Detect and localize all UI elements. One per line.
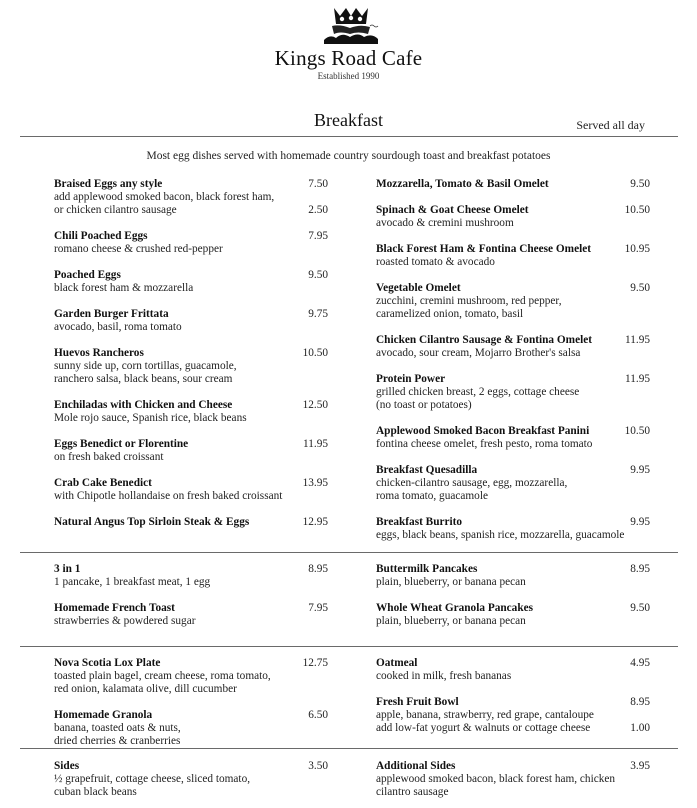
item-name: Whole Wheat Granola Pancakes — [376, 602, 534, 614]
item-desc: chicken-cilantro sausage, egg, mozzarella, — [376, 477, 568, 489]
item-price: 9.50 — [630, 282, 650, 294]
item-name: Black Forest Ham & Fontina Cheese Omelet — [376, 243, 592, 255]
item-name: Chicken Cilantro Sausage & Fontina Omelet — [376, 334, 593, 346]
item-desc: avocado, basil, roma tomato — [54, 321, 182, 333]
item-desc: black forest ham & mozzarella — [54, 282, 194, 294]
item-price: 9.75 — [308, 308, 328, 320]
menu-item — [376, 243, 591, 269]
menu-item — [376, 696, 594, 735]
item-name: Enchiladas with Chicken and Cheese — [54, 399, 233, 411]
item-name: Vegetable Omelet — [376, 282, 461, 294]
item-price: 6.50 — [308, 709, 328, 721]
item-price: 9.50 — [630, 178, 650, 190]
item-desc: avocado & cremini mushroom — [376, 217, 514, 229]
menu-item — [54, 347, 237, 386]
item-name: Protein Power — [376, 373, 446, 385]
menu-item — [54, 516, 249, 529]
item-price: 7.95 — [308, 602, 328, 614]
item-desc: applewood smoked bacon, black forest ham, chicken — [376, 773, 616, 785]
item-desc: cooked in milk, fresh bananas — [376, 670, 512, 682]
menu-item — [376, 204, 529, 230]
section-divider — [20, 552, 678, 553]
item-desc: Mole rojo sauce, Spanish rice, black beans — [54, 412, 247, 424]
item-desc: or chicken cilantro sausage — [54, 204, 177, 216]
item-price: 9.95 — [630, 516, 650, 528]
menu-item — [54, 563, 210, 589]
item-price: 11.95 — [303, 438, 328, 450]
item-name: Huevos Rancheros — [54, 347, 144, 359]
item-price: 7.95 — [308, 230, 328, 242]
item-name: Breakfast Burrito — [376, 516, 463, 528]
item-name: Spinach & Goat Cheese Omelet — [376, 204, 529, 216]
menu-item — [376, 425, 592, 451]
item-desc: banana, toasted oats & nuts, — [54, 722, 181, 734]
item-price: 9.95 — [630, 464, 650, 476]
menu-item — [376, 334, 592, 360]
section-title: Breakfast — [314, 110, 383, 130]
item-desc: eggs, black beans, spanish rice, mozzarella, guacamole — [376, 529, 625, 541]
item-price: 10.50 — [302, 347, 328, 359]
menu-item — [54, 269, 193, 295]
menu-item — [376, 516, 624, 542]
item-price: 8.95 — [630, 563, 650, 575]
item-extra-price: 2.50 — [308, 204, 328, 216]
established-text: Established 1990 — [317, 71, 380, 81]
item-name: Fresh Fruit Bowl — [376, 696, 459, 708]
item-desc: cilantro sausage — [376, 786, 449, 798]
item-price: 10.50 — [624, 204, 650, 216]
item-desc: toasted plain bagel, cream cheese, roma tomato, — [54, 670, 271, 682]
item-price: 12.95 — [302, 516, 328, 528]
item-desc: fontina cheese omelet, fresh pesto, roma tomato — [376, 438, 593, 450]
item-name: Braised Eggs any style — [54, 178, 163, 190]
item-name: Garden Burger Frittata — [54, 308, 169, 320]
item-desc: romano cheese & crushed red-pepper — [54, 243, 223, 255]
menu-item — [54, 602, 195, 628]
item-desc: dried cherries & cranberries — [54, 735, 181, 747]
item-desc: (no toast or potatoes) — [376, 399, 472, 411]
menu-item — [54, 709, 181, 748]
item-desc: strawberries & powdered sugar — [54, 615, 196, 627]
item-desc: 1 pancake, 1 breakfast meat, 1 egg — [54, 576, 211, 588]
menu-item — [54, 399, 247, 425]
menu-item — [376, 602, 533, 628]
menu-item — [54, 477, 282, 503]
item-extra-price: 1.00 — [630, 722, 650, 734]
item-desc: zucchini, cremini mushroom, red pepper, — [376, 295, 562, 307]
item-desc: grilled chicken breast, 2 eggs, cottage cheese — [376, 386, 580, 398]
crown-logo-icon — [320, 4, 382, 48]
item-price: 7.50 — [308, 178, 328, 190]
menu-item — [376, 178, 549, 191]
item-price: 3.95 — [630, 760, 650, 772]
item-desc: with Chipotle hollandaise on fresh baked croissant — [54, 490, 283, 502]
item-name: Sides — [54, 760, 80, 772]
item-price: 9.50 — [630, 602, 650, 614]
item-desc: sunny side up, corn tortillas, guacamole, — [54, 360, 237, 372]
item-price: 8.95 — [308, 563, 328, 575]
item-desc: plain, blueberry, or banana pecan — [376, 576, 526, 588]
item-name: Poached Eggs — [54, 269, 121, 281]
item-desc: avocado, sour cream, Mojarro Brother's salsa — [376, 347, 581, 359]
item-name: 3 in 1 — [54, 563, 81, 575]
item-name: Mozzarella, Tomato & Basil Omelet — [376, 178, 549, 190]
item-name: Nova Scotia Lox Plate — [54, 657, 161, 669]
served-all-day: Served all day — [576, 118, 645, 132]
item-price: 11.95 — [625, 334, 650, 346]
item-name: Applewood Smoked Bacon Breakfast Panini — [376, 425, 590, 437]
menu-item — [376, 282, 562, 321]
item-desc: add applewood smoked bacon, black forest ham, — [54, 191, 275, 203]
item-name: Natural Angus Top Sirloin Steak & Eggs — [54, 516, 250, 528]
item-desc: on fresh baked croissant — [54, 451, 164, 463]
item-desc: apple, banana, strawberry, red grape, cantaloupe — [376, 709, 594, 721]
item-desc: roma tomato, guacamole — [376, 490, 488, 502]
item-desc: add low-fat yogurt & walnuts or cottage cheese — [376, 722, 591, 734]
item-desc: plain, blueberry, or banana pecan — [376, 615, 526, 627]
item-name: Oatmeal — [376, 657, 418, 669]
menu-item — [376, 373, 579, 412]
item-price: 10.50 — [624, 425, 650, 437]
item-price: 8.95 — [630, 696, 650, 708]
menu-item — [54, 178, 274, 217]
item-desc: ranchero salsa, black beans, sour cream — [54, 373, 233, 385]
menu-item — [54, 308, 182, 334]
item-price: 13.95 — [302, 477, 328, 489]
item-desc: red onion, kalamata olive, dill cucumber — [54, 683, 237, 695]
item-name: Additional Sides — [376, 760, 456, 772]
item-name: Eggs Benedict or Florentine — [54, 438, 189, 450]
item-price: 10.95 — [624, 243, 650, 255]
item-desc: ½ grapefruit, cottage cheese, sliced tomato, — [54, 773, 251, 785]
menu-item — [376, 563, 526, 589]
item-desc: cuban black beans — [54, 786, 137, 798]
item-price: 12.75 — [302, 657, 328, 669]
header-divider — [20, 136, 678, 137]
menu-item — [376, 464, 567, 503]
item-price: 12.50 — [302, 399, 328, 411]
item-name: Buttermilk Pancakes — [376, 563, 478, 575]
menu-item — [54, 657, 271, 696]
section-divider — [20, 646, 678, 647]
menu-item — [54, 438, 188, 464]
item-name: Breakfast Quesadilla — [376, 464, 478, 476]
menu-item — [54, 230, 223, 256]
item-price: 11.95 — [625, 373, 650, 385]
menu-note: Most egg dishes served with homemade country sourdough toast and breakfast potatoes — [146, 150, 551, 162]
item-price: 9.50 — [308, 269, 328, 281]
item-name: Chili Poached Eggs — [54, 230, 148, 242]
item-name: Homemade French Toast — [54, 602, 175, 614]
menu-item — [376, 657, 511, 683]
item-desc: caramelized onion, tomato, basil — [376, 308, 524, 320]
cafe-name: Kings Road Cafe — [274, 46, 423, 70]
menu-item — [376, 760, 615, 799]
item-desc: roasted tomato & avocado — [376, 256, 495, 268]
menu-item — [54, 760, 250, 799]
section-divider — [20, 748, 678, 749]
item-price: 3.50 — [308, 760, 328, 772]
item-price: 4.95 — [630, 657, 650, 669]
item-name: Crab Cake Benedict — [54, 477, 152, 489]
item-name: Homemade Granola — [54, 709, 153, 721]
